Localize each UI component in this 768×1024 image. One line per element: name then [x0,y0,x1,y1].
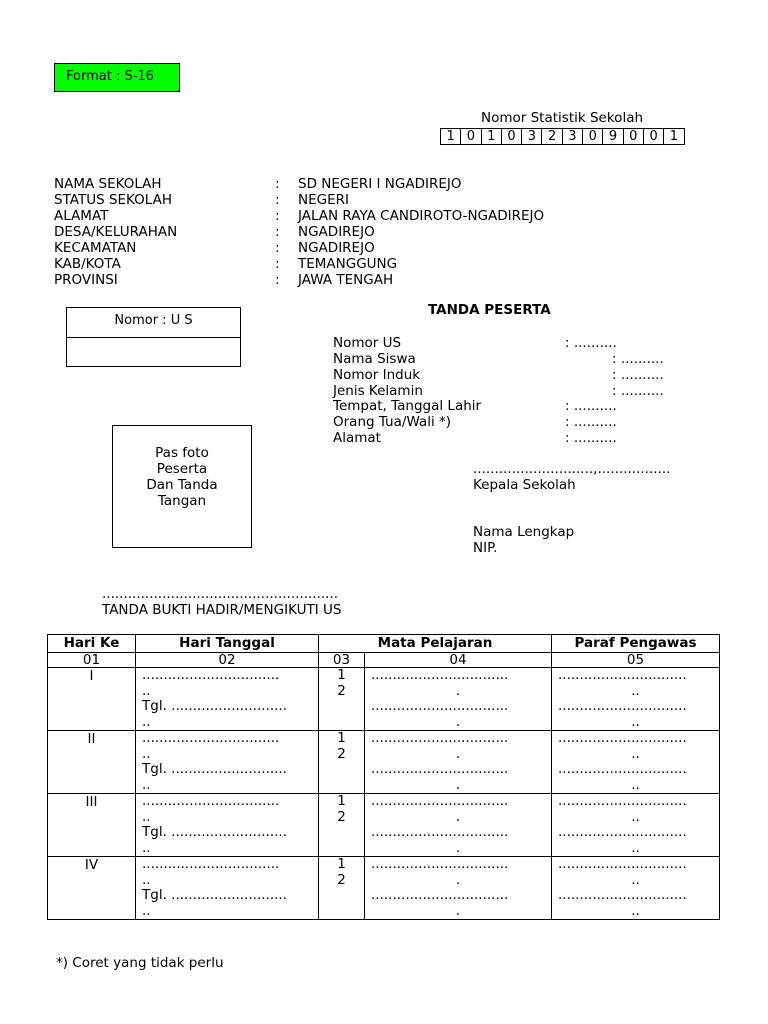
signature-role: Kepala Sekolah [473,477,576,493]
paraf-dots: .............................. [558,761,687,777]
date-dots: .. [142,745,151,762]
info-key: NAMA SEKOLAH [54,176,162,192]
date-dots: ................................ [142,730,280,746]
column-number: 03 [319,653,365,668]
participant-field [333,430,617,446]
subject-dots: . [455,808,461,825]
paraf-dots: .............................. [558,730,687,746]
paraf-dots: .............................. [558,698,687,714]
field-value: : .......... [612,383,664,399]
participant-field [333,335,617,351]
field-value: : .......... [565,430,617,446]
info-key: KAB/KOTA [54,256,121,272]
nss-digit: 0 [644,129,664,144]
column-number: 01 [48,653,136,668]
attendance-dots: ....................................................... [102,586,339,602]
photo-box [112,425,252,548]
participant-field [333,398,617,414]
date-dots: ................................ [142,667,280,683]
field-label: Nama Siswa [333,351,416,367]
signature-name: Nama Lengkap [473,524,575,540]
nss-digit: 1 [441,129,461,144]
attendance-table [47,634,720,920]
footnote: *) Coret yang tidak perlu [56,955,224,971]
date-dots: ................................ [142,793,280,809]
subject-index: 2 [337,682,346,699]
field-label: Jenis Kelamin [333,383,423,399]
info-key: STATUS SEKOLAH [54,192,172,208]
nss-digit: 3 [522,129,542,144]
subject-index: 2 [337,871,346,888]
table-row [48,794,720,857]
subject-dots: ................................ [371,824,509,840]
paraf-dots: .. [631,808,640,825]
paraf-cell [552,857,720,920]
field-value: : .......... [612,351,664,367]
nomor-us-box [66,307,241,367]
info-key: ALAMAT [54,208,109,224]
subject-dots: . [455,871,461,888]
date-dots: .. [142,871,151,888]
paraf-dots: .............................. [558,824,687,840]
info-sep: : [275,240,280,256]
subject-index: 2 [337,745,346,762]
paraf-dots: .. [631,713,640,730]
column-number: 02 [136,653,319,668]
format-label: Format : S-16 [54,63,180,92]
subject-dots: . [455,745,461,762]
subject-dots: ................................ [371,856,509,872]
participant-field [333,383,664,399]
photo-box-line: Peserta [156,461,208,477]
subject-dots: ................................ [371,793,509,809]
signature-date-line: ............................,................. [473,461,671,477]
field-value: : .......... [565,335,617,351]
participant-field [333,351,664,367]
nss-digit-boxes [440,128,685,145]
field-label: Nomor US [333,335,402,351]
nss-digit: 2 [542,129,562,144]
date-dots: .. [142,902,151,919]
subject-index-cell [319,668,365,731]
subject-dots: . [455,776,461,793]
column-number: 05 [552,653,720,668]
tanda-peserta-title: TANDA PESERTA [428,302,551,318]
nss-digit: 1 [669,129,679,144]
date-dots: .. [142,776,151,793]
paraf-cell [552,668,720,731]
nss-digit: 9 [603,129,623,144]
day-cell: III [48,794,136,857]
info-sep: : [275,208,280,224]
photo-box-line: Dan Tanda [146,477,218,493]
info-value: JAWA TENGAH [298,272,394,288]
header-paraf-pengawas: Paraf Pengawas [552,635,720,653]
date-tgl: Tgl. ........................... [142,698,288,714]
table-row [48,857,720,920]
field-value: : .......... [612,367,664,383]
paraf-dots: .. [631,871,640,888]
info-sep: : [275,176,280,192]
date-dots: .. [142,808,151,825]
subject-dots: . [455,902,461,919]
subject-dots: ................................ [371,698,509,714]
paraf-cell [552,794,720,857]
subject-index: 2 [337,808,346,825]
participant-field [333,414,617,430]
subject-index: 1 [337,730,346,746]
paraf-dots: .............................. [558,667,687,683]
subject-dots: . [455,682,461,699]
date-dots: .. [142,713,151,730]
subject-cell [365,668,552,731]
info-value: NGADIREJO [298,224,375,240]
nss-digit: 0 [502,129,522,144]
info-key: PROVINSI [54,272,118,288]
paraf-dots: .. [631,902,640,919]
paraf-dots: .............................. [558,856,687,872]
info-sep: : [275,256,280,272]
subject-index-cell [319,731,365,794]
info-key: KECAMATAN [54,240,137,256]
info-sep: : [275,272,280,288]
subject-dots: ................................ [371,730,509,746]
date-cell [136,857,319,920]
subject-index: 1 [337,856,346,872]
paraf-dots: .. [631,682,640,699]
nss-digit: 1 [482,129,502,144]
info-value: NGADIREJO [298,240,375,256]
date-dots: ................................ [142,856,280,872]
info-sep: : [275,224,280,240]
info-value: SD NEGERI I NGADIREJO [298,176,462,192]
paraf-dots: .. [631,745,640,762]
field-label: Orang Tua/Wali *) [333,414,452,430]
header-hari-tanggal: Hari Tanggal [136,635,319,653]
paraf-cell [552,731,720,794]
field-value: : .......... [565,414,617,430]
subject-index-cell [319,857,365,920]
date-tgl: Tgl. ........................... [142,761,288,777]
nss-digit: 0 [583,129,603,144]
subject-index-cell [319,794,365,857]
subject-dots: . [455,839,461,856]
paraf-dots: .............................. [558,887,687,903]
field-value: : .......... [565,398,617,414]
nomor-us-label: Nomor : U S [67,308,240,338]
paraf-dots: .. [631,776,640,793]
subject-dots: ................................ [371,887,509,903]
paraf-dots: .............................. [558,793,687,809]
column-number: 04 [365,653,552,668]
table-row [48,731,720,794]
attendance-title: TANDA BUKTI HADIR/MENGIKUTI US [102,602,342,618]
subject-cell [365,857,552,920]
photo-box-line: Pas foto [155,445,209,461]
nss-digit: 3 [563,129,583,144]
day-cell: I [48,668,136,731]
participant-field [333,367,664,383]
subject-index: 1 [337,667,346,683]
subject-dots: . [455,713,461,730]
table-number-row [48,653,720,668]
date-tgl: Tgl. ........................... [142,824,288,840]
table-row [48,668,720,731]
date-dots: .. [142,839,151,856]
day-cell: IV [48,857,136,920]
subject-cell [365,731,552,794]
subject-cell [365,794,552,857]
field-label: Nomor Induk [333,367,421,383]
field-label: Tempat, Tanggal Lahir [333,398,482,414]
day-cell: II [48,731,136,794]
date-tgl: Tgl. ........................... [142,887,288,903]
header-hari-ke: Hari Ke [48,635,136,653]
info-key: DESA/KELURAHAN [54,224,178,240]
info-sep: : [275,192,280,208]
info-value: TEMANGGUNG [298,256,398,272]
photo-box-line: Tangan [157,493,207,509]
signature-nip: NIP. [473,540,498,556]
subject-dots: ................................ [371,667,509,683]
field-label: Alamat [333,430,381,446]
date-cell [136,794,319,857]
paraf-dots: .. [631,839,640,856]
date-cell [136,731,319,794]
subject-index: 1 [337,793,346,809]
info-value: JALAN RAYA CANDIROTO-NGADIREJO [298,208,545,224]
header-mata-pelajaran: Mata Pelajaran [319,635,552,653]
table-header-row [48,635,720,653]
subject-dots: ................................ [371,761,509,777]
nss-digit: 0 [461,129,481,144]
nss-label: Nomor Statistik Sekolah [481,110,644,126]
info-value: NEGERI [298,192,349,208]
nss-digit: 0 [624,129,644,144]
date-cell [136,668,319,731]
date-dots: .. [142,682,151,699]
